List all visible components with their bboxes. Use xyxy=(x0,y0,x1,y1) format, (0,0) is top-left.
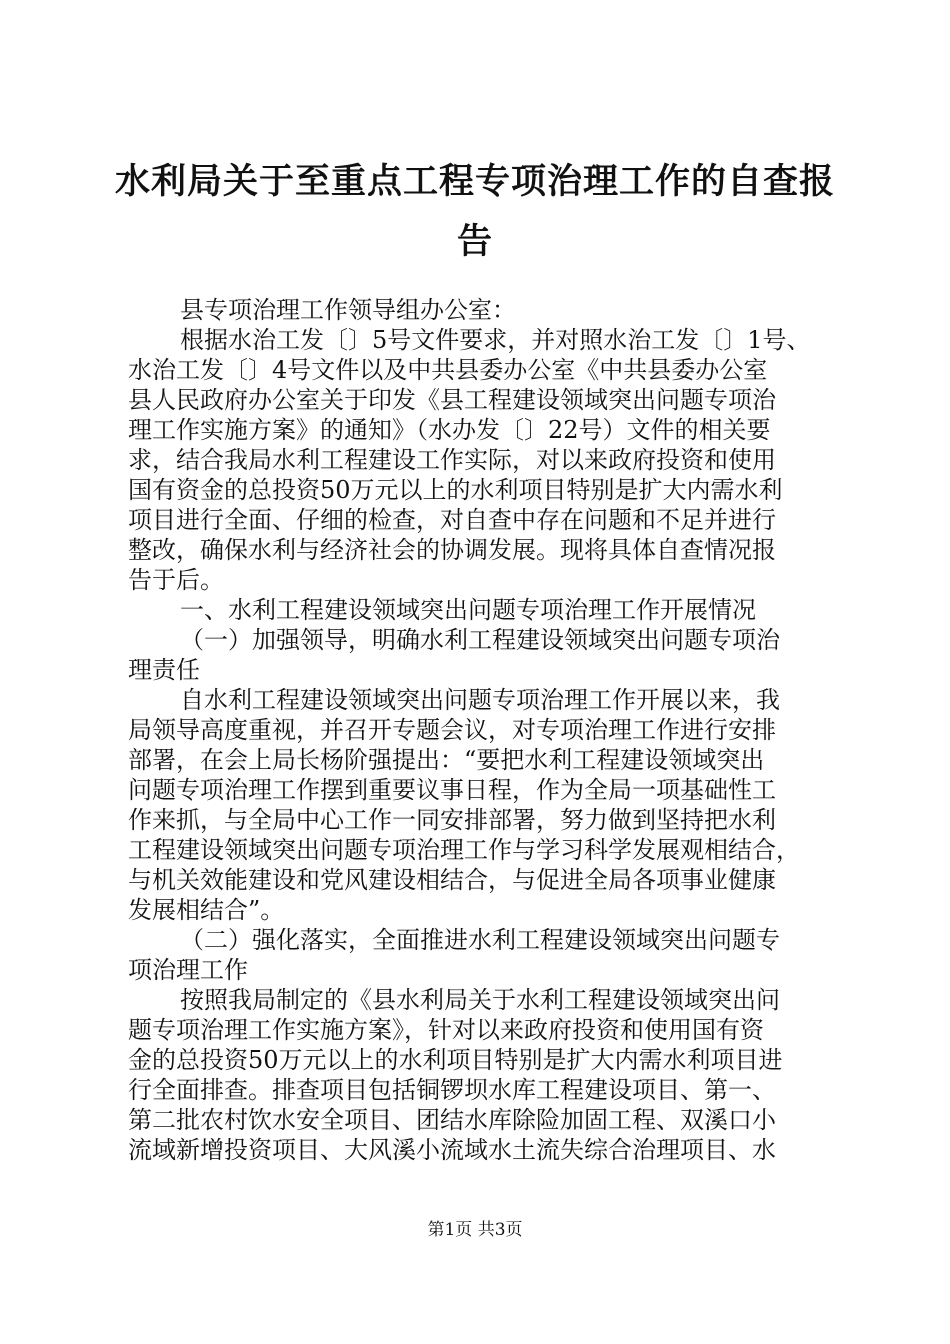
body-line: 发展相结合”。 xyxy=(128,896,285,924)
body-line: 求，结合我局水利工程建设工作实际，对以来政府投资和使用 xyxy=(128,446,776,474)
document-body xyxy=(128,295,848,1165)
body-line: 告于后。 xyxy=(128,566,224,594)
body-line: 国有资金的总投资50万元以上的水利项目特别是扩大内需水利 xyxy=(128,476,783,504)
body-line: 题专项治理工作实施方案》，针对以来政府投资和使用国有资 xyxy=(128,1016,764,1044)
body-line: （二）强化落实，全面推进水利工程建设领域突出问题专 xyxy=(180,926,780,954)
body-line: 理工作实施方案》的通知》（水办发〔〕22号）文件的相关要 xyxy=(128,416,771,444)
body-line: 整改，确保水利与经济社会的协调发展。现将具体自查情况报 xyxy=(128,536,776,564)
body-line: 县人民政府办公室关于印发《县工程建设领域突出问题专项治 xyxy=(128,386,776,414)
body-line: 县专项治理工作领导组办公室： xyxy=(180,296,516,324)
body-line: 自水利工程建设领域突出问题专项治理工作开展以来，我 xyxy=(180,686,780,714)
title-line: 水利局关于至重点工程专项治理工作的自查报 xyxy=(114,162,835,202)
body-line: 一、水利工程建设领域突出问题专项治理工作开展情况 xyxy=(180,596,756,624)
body-line: 根据水治工发〔〕5号文件要求，并对照水治工发〔〕1号、 xyxy=(180,326,811,354)
body-line: （一）加强领导，明确水利工程建设领域突出问题专项治 xyxy=(180,626,780,654)
body-line: 按照我局制定的《县水利局关于水利工程建设领域突出问 xyxy=(180,986,780,1014)
document-title xyxy=(100,152,850,272)
body-line: 项治理工作 xyxy=(128,956,248,984)
body-line: 行全面排查。排查项目包括铜锣坝水库工程建设项目、第一、 xyxy=(128,1076,776,1104)
body-line: 问题专项治理工作摆到重要议事日程，作为全局一项基础性工 xyxy=(128,776,776,804)
page-footer: 第1页 共3页 xyxy=(427,1220,523,1240)
body-line: 项目进行全面、仔细的检查，对自查中存在问题和不足并进行 xyxy=(128,506,776,534)
body-line: 部署，在会上局长杨阶强提出：“要把水利工程建设领域突出 xyxy=(128,746,765,774)
body-line: 金的总投资50万元以上的水利项目特别是扩大内需水利项目进 xyxy=(128,1046,783,1074)
title-line: 告 xyxy=(456,222,493,262)
body-line: 与机关效能建设和党风建设相结合，与促进全局各项事业健康 xyxy=(128,866,776,894)
body-line: 工程建设领域突出问题专项治理工作与学习科学发展观相结合， xyxy=(128,836,800,864)
body-line: 理责任 xyxy=(128,656,200,684)
body-line: 流域新增投资项目、大风溪小流域水土流失综合治理项目、水 xyxy=(128,1136,776,1164)
body-line: 局领导高度重视，并召开专题会议，对专项治理工作进行安排 xyxy=(128,716,776,744)
body-line: 水治工发〔〕4号文件以及中共县委办公室《中共县委办公室 xyxy=(128,356,768,384)
body-line: 作来抓，与全局中心工作一同安排部署，努力做到坚持把水利 xyxy=(128,806,776,834)
body-line: 第二批农村饮水安全项目、团结水库除险加固工程、双溪口小 xyxy=(128,1106,776,1134)
